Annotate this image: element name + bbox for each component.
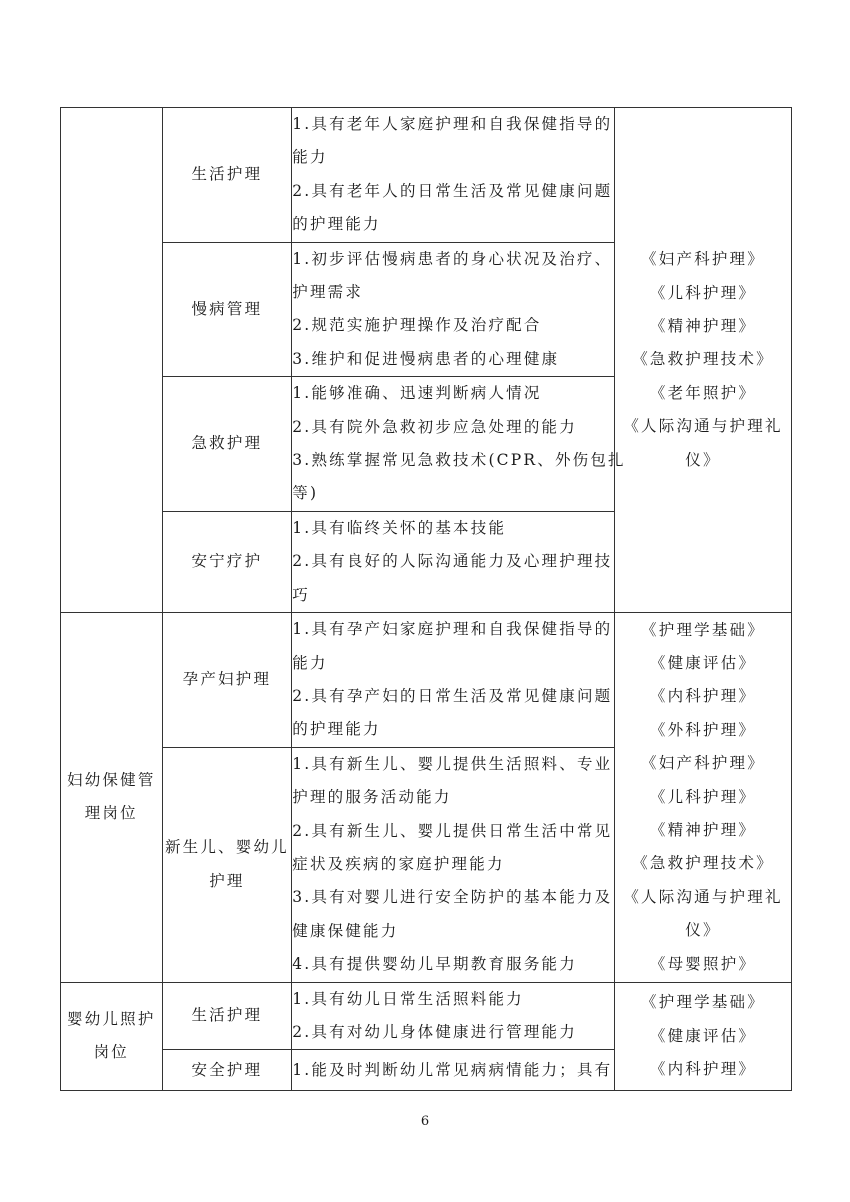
requirement-line: 1.具有幼儿日常生活照料能力: [292, 989, 524, 1008]
task-cell: [162, 1050, 292, 1091]
table-row: [61, 613, 792, 748]
course-item: 《外科护理》: [649, 720, 757, 739]
course-item: 《护理学基础》: [641, 620, 765, 639]
course-item: 仪》: [685, 450, 721, 469]
courses-cell: [615, 982, 792, 1091]
requirements-cell: [292, 242, 615, 377]
course-item: 《健康评估》: [649, 1026, 757, 1045]
task-name: 慢病管理: [191, 299, 263, 318]
requirement-line: 护理的服务活动能力: [292, 788, 452, 807]
task-name: 生活护理: [191, 1006, 263, 1025]
requirement-line: 等): [292, 484, 319, 503]
courses-cell: [615, 613, 792, 982]
requirement-line: 2.具有新生儿、婴儿提供日常生活中常见: [292, 821, 613, 840]
requirement-line: 巧: [292, 585, 310, 604]
requirement-line: 2.具有对幼儿身体健康进行管理能力: [292, 1022, 577, 1041]
requirement-line: 2.具有院外急救初步应急处理的能力: [292, 417, 577, 436]
requirement-line: 1.初步评估慢病患者的身心状况及治疗、: [292, 249, 613, 268]
task-name: 生活护理: [191, 165, 263, 184]
requirements-cell: [292, 511, 615, 612]
requirement-line: 1.具有老年人家庭护理和自我保健指导的: [292, 115, 613, 133]
post-cell: [61, 613, 163, 982]
course-item: 《急救护理技术》: [632, 350, 774, 369]
task-name: 护理: [209, 871, 245, 890]
requirements-cell: [292, 108, 615, 243]
requirement-line: 1.具有临终关怀的基本技能: [292, 518, 507, 537]
task-name: 安宁疗护: [191, 552, 263, 571]
task-cell: [162, 747, 292, 982]
requirement-line: 的护理能力: [292, 215, 381, 234]
curriculum-table: [60, 107, 792, 1091]
course-item: 《内科护理》: [649, 1060, 757, 1079]
requirement-line: 2.具有良好的人际沟通能力及心理护理技: [292, 552, 613, 571]
requirement-line: 3.维护和促进慢病患者的心理健康: [292, 349, 560, 368]
requirement-line: 3.熟练掌握常见急救技术(CPR、外伤包扎: [292, 451, 626, 470]
requirement-line: 1.能及时判断幼儿常见病病情能力；具有: [292, 1060, 613, 1079]
post-name: 理岗位: [84, 804, 138, 823]
post-name: 婴幼儿照护: [67, 1010, 156, 1029]
task-cell: [162, 377, 292, 512]
requirement-line: 2.具有孕产妇的日常生活及常见健康问题: [292, 686, 613, 705]
requirement-line: 的护理能力: [292, 720, 381, 739]
requirement-line: 护理需求: [292, 283, 364, 302]
requirement-line: 1.具有新生儿、婴儿提供生活照料、专业: [292, 754, 613, 773]
courses-cell: [615, 108, 792, 613]
course-item: 《健康评估》: [649, 654, 757, 672]
task-name: 安全护理: [191, 1060, 263, 1079]
post-cell-empty: [61, 108, 163, 613]
requirement-line: 健康保健能力: [292, 921, 399, 940]
task-cell: [162, 613, 292, 748]
course-item: 《精神护理》: [649, 316, 757, 335]
course-item: 《内科护理》: [649, 687, 757, 706]
requirement-line: 3.具有对婴儿进行安全防护的基本能力及: [292, 888, 613, 907]
task-cell: [162, 242, 292, 377]
requirement-line: 能力: [292, 148, 328, 167]
table-row: [61, 982, 792, 1050]
course-item: 仪》: [685, 921, 721, 940]
task-cell: [162, 108, 292, 243]
course-item: 《妇产科护理》: [641, 250, 765, 269]
course-item: 《妇产科护理》: [641, 754, 765, 773]
course-item: 《老年照护》: [649, 383, 757, 402]
course-item: 《护理学基础》: [641, 993, 765, 1012]
course-item: 《人际沟通与护理礼: [623, 887, 783, 906]
task-name: 孕产妇护理: [182, 670, 272, 689]
course-item: 《母婴照护》: [649, 954, 757, 973]
requirements-cell: [292, 613, 615, 748]
requirement-line: 能力: [292, 653, 328, 672]
requirements-cell: [292, 377, 626, 512]
post-cell: [61, 982, 163, 1091]
post-name: 妇幼保健管: [67, 770, 156, 789]
task-name: 急救护理: [191, 434, 263, 453]
course-item: 《儿科护理》: [649, 787, 757, 806]
post-name: 岗位: [93, 1043, 129, 1062]
requirement-line: 2.具有老年人的日常生活及常见健康问题: [292, 181, 613, 200]
requirement-line: 4.具有提供婴幼儿早期教育服务能力: [292, 955, 577, 974]
task-cell: [162, 982, 292, 1050]
course-item: 《儿科护理》: [649, 283, 757, 302]
task-cell: [162, 511, 292, 612]
table-row: [61, 108, 792, 243]
course-item: 《人际沟通与护理礼: [623, 417, 783, 436]
page-number: 6: [420, 1114, 430, 1129]
requirements-cell: [292, 982, 615, 1050]
requirement-line: 1.具有孕产妇家庭护理和自我保健指导的: [292, 620, 613, 639]
requirement-line: 1.能够准确、迅速判断病人情况: [292, 384, 542, 403]
requirements-cell: [292, 747, 615, 982]
curriculum-table-container: [60, 107, 792, 1091]
requirements-cell: [292, 1050, 615, 1091]
course-item: 《精神护理》: [649, 821, 757, 840]
course-item: 《急救护理技术》: [632, 854, 774, 873]
requirement-line: 症状及疾病的家庭护理能力: [292, 854, 505, 873]
task-name: 新生儿、婴幼儿: [164, 838, 289, 857]
requirement-line: 2.规范实施护理操作及治疗配合: [292, 316, 542, 335]
